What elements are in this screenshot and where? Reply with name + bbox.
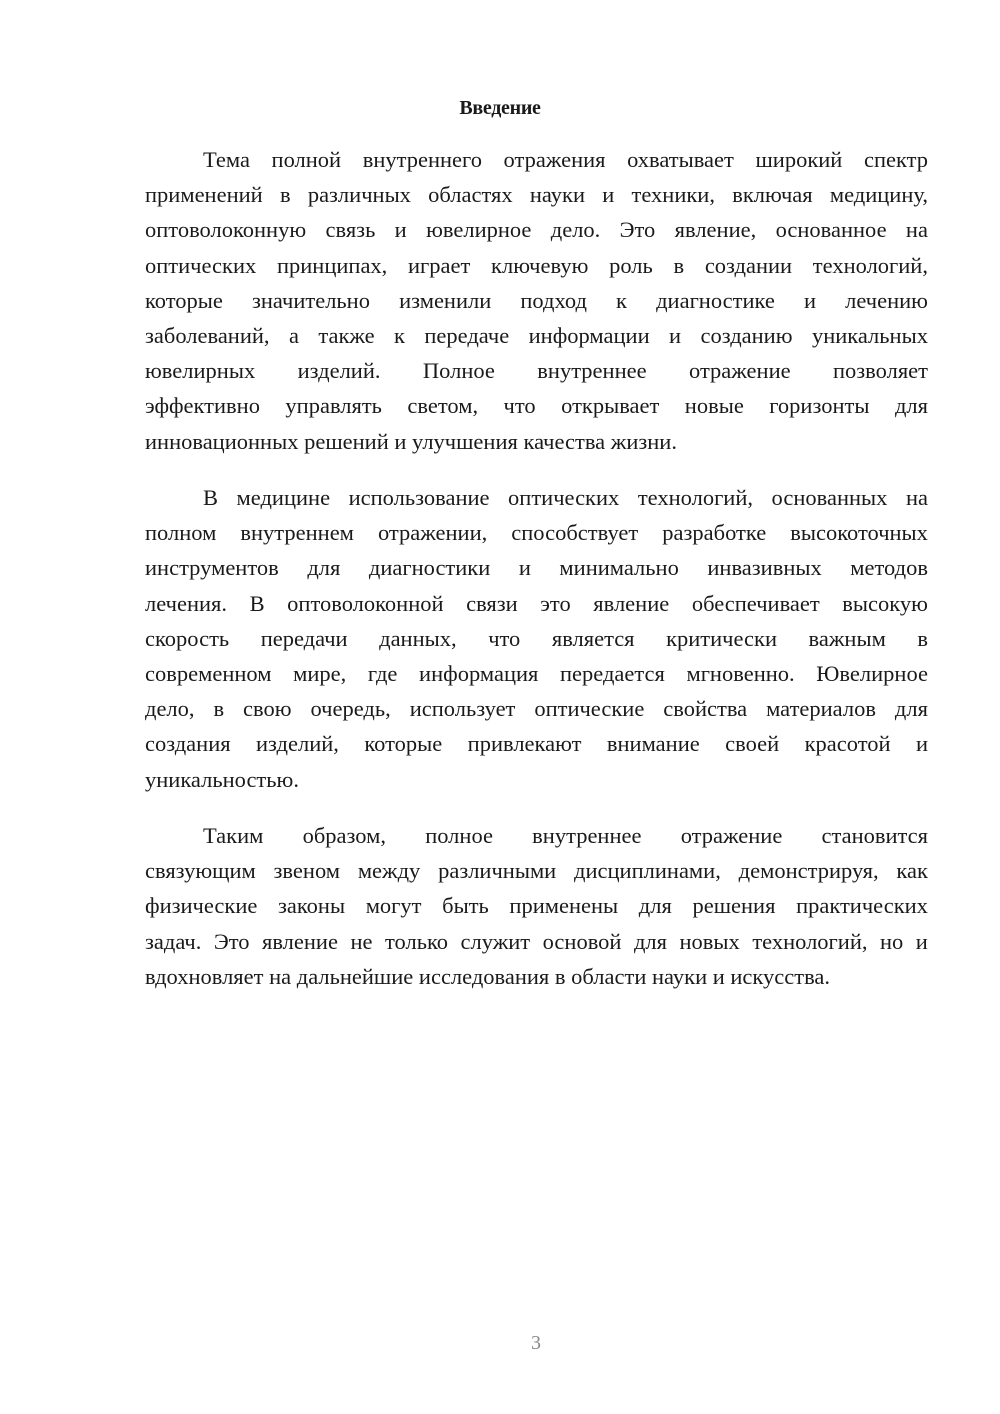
section-heading-text: Введение <box>459 97 541 119</box>
word: отражение <box>680 823 783 848</box>
word: красотой <box>804 731 891 757</box>
word: заболеваний, <box>145 322 270 348</box>
word: оптических <box>508 485 620 510</box>
word: связь <box>325 217 376 243</box>
word: Ювелирное <box>816 660 928 686</box>
word: применений <box>145 182 263 208</box>
word: материалов <box>766 696 876 722</box>
word: лечению <box>845 287 928 313</box>
word: в <box>917 625 928 651</box>
justified-words <box>145 853 928 888</box>
word: явление <box>593 590 670 616</box>
justified-words <box>145 550 928 585</box>
word: законы <box>277 893 346 919</box>
word: роль <box>609 252 653 278</box>
word: разработке <box>662 520 767 546</box>
word: связующим <box>145 858 256 884</box>
word: которые <box>364 731 443 757</box>
word: высокую <box>842 590 928 616</box>
word: между <box>357 858 421 884</box>
word: является <box>551 625 635 651</box>
justified-words <box>145 726 928 761</box>
text-line <box>145 388 928 423</box>
word: технологий, <box>752 928 868 954</box>
text-line <box>145 726 928 761</box>
word: ключевую <box>491 252 589 278</box>
word: явление, <box>674 217 757 243</box>
text-line <box>145 318 928 353</box>
word: что <box>488 625 521 651</box>
section-heading <box>70 97 1000 120</box>
word: техники, <box>631 182 715 208</box>
word: внутреннем <box>240 520 354 546</box>
word: внутреннее <box>537 358 647 384</box>
word: физические <box>145 893 258 919</box>
word: открывает <box>561 393 660 419</box>
word: новых <box>679 928 740 954</box>
word: на <box>905 485 928 510</box>
word: применены <box>509 893 619 919</box>
word: внимание <box>606 731 700 757</box>
word: технологий, <box>812 252 928 278</box>
word: Таким <box>203 823 264 848</box>
justified-words <box>145 283 928 318</box>
word: дисциплинами, <box>574 858 721 884</box>
text-line <box>145 586 928 621</box>
word: подход <box>520 287 587 313</box>
word: для <box>638 893 672 919</box>
word: изделий, <box>256 731 339 757</box>
word: горизонты <box>769 393 870 419</box>
text-line <box>145 353 928 388</box>
text-line <box>145 248 928 283</box>
justified-words <box>145 656 928 691</box>
word: спектр <box>863 147 928 172</box>
word: и <box>602 182 615 208</box>
word: и <box>669 322 682 348</box>
word: для <box>633 928 668 954</box>
word: медицину, <box>829 182 928 208</box>
word: и <box>915 731 928 757</box>
text-line <box>145 853 928 888</box>
word: служит <box>460 928 531 954</box>
word: отражения <box>503 147 606 172</box>
word: решения <box>692 893 776 919</box>
word: оптоволоконную <box>145 217 307 243</box>
word: что <box>503 393 536 419</box>
word: Это <box>213 928 250 954</box>
word: могут <box>365 893 422 919</box>
word: очередь, <box>310 696 391 722</box>
word: оптических <box>145 252 257 278</box>
justified-words <box>203 818 928 853</box>
word: дело, <box>145 696 195 722</box>
word: диагностике <box>656 287 775 313</box>
word: играет <box>408 252 471 278</box>
paragraph-2 <box>145 480 928 797</box>
word: значительно <box>252 287 370 313</box>
justified-words <box>145 691 928 726</box>
word: отражение <box>689 358 791 384</box>
word: привлекают <box>467 731 582 757</box>
word: В <box>203 485 219 510</box>
word: для <box>894 696 928 722</box>
word: и <box>803 287 817 313</box>
word: своей <box>725 731 780 757</box>
justified-words <box>145 924 928 959</box>
word: различных <box>307 182 411 208</box>
word: науки <box>529 182 585 208</box>
word: информация <box>419 660 539 686</box>
word: высокоточных <box>790 520 928 546</box>
text-line <box>145 924 928 959</box>
word: создании <box>704 252 793 278</box>
word: современном <box>145 660 272 686</box>
word: практических <box>796 893 928 919</box>
word: инвазивных <box>707 555 822 581</box>
word: основанных <box>771 485 888 510</box>
word: обеспечивает <box>691 590 820 616</box>
word: которые <box>145 287 223 313</box>
word: быть <box>442 893 489 919</box>
word: передачи <box>260 625 348 651</box>
word: в <box>673 252 685 278</box>
word: на <box>905 217 928 243</box>
word: к <box>616 287 627 313</box>
text-line <box>145 818 928 853</box>
word: основой <box>542 928 622 954</box>
word: образом, <box>302 823 386 848</box>
paragraph-3 <box>145 818 928 994</box>
word: ювелирное <box>426 217 532 243</box>
word: минимально <box>559 555 679 581</box>
justified-words <box>145 388 928 423</box>
word: и <box>915 928 928 954</box>
word: Полное <box>422 358 495 384</box>
word: оптоволоконной <box>287 590 444 616</box>
word: эффективно <box>145 393 260 419</box>
word: для <box>307 555 341 581</box>
word: внутреннего <box>362 147 482 172</box>
word: данных, <box>379 625 457 651</box>
word: и <box>394 217 407 243</box>
text-line: инновационных решений и улучшения качества жизни. <box>145 428 677 454</box>
word: В <box>249 590 265 616</box>
word: новые <box>684 393 744 419</box>
justified-words <box>145 621 928 656</box>
word: способствует <box>511 520 639 546</box>
justified-words <box>145 318 928 353</box>
word: светом, <box>407 393 479 419</box>
word: это <box>540 590 571 616</box>
justified-words <box>203 142 928 177</box>
word: полной <box>271 147 342 172</box>
word: основанное <box>775 217 887 243</box>
page-number: 3 <box>531 1332 541 1354</box>
justified-words <box>145 586 928 621</box>
word: полное <box>425 823 493 848</box>
text-line <box>145 212 928 247</box>
word: принципах, <box>276 252 388 278</box>
word: различными <box>438 858 557 884</box>
word: важным <box>808 625 886 651</box>
word: включая <box>732 182 813 208</box>
text-line: уникальностью. <box>145 766 299 792</box>
word: где <box>367 660 398 686</box>
word: звеном <box>273 858 341 884</box>
word: информации <box>528 322 650 348</box>
word: свою <box>243 696 292 722</box>
word: охватывает <box>627 147 734 172</box>
word: мире, <box>293 660 347 686</box>
word: для <box>894 393 928 419</box>
word: областях <box>428 182 513 208</box>
word: использование <box>348 485 490 510</box>
word: также <box>318 322 375 348</box>
word: внутреннее <box>532 823 642 848</box>
word: диагностики <box>368 555 491 581</box>
word: полном <box>145 520 217 546</box>
text-line: вдохновляет на дальнейшие исследования в области науки и искусства. <box>145 963 831 989</box>
word: передаче <box>424 322 510 348</box>
word: Это <box>619 217 656 243</box>
word: уникальных <box>811 322 928 348</box>
word: оптические <box>534 696 645 722</box>
text-line <box>145 177 928 212</box>
word: широкий <box>755 147 843 172</box>
word: явление <box>262 928 338 954</box>
text-line <box>145 656 928 691</box>
text-line <box>145 888 928 923</box>
justified-words <box>145 888 928 923</box>
word: а <box>288 322 299 348</box>
word: к <box>394 322 405 348</box>
text-line <box>145 691 928 726</box>
word: медицине <box>236 485 331 510</box>
word: становится <box>821 823 928 848</box>
word: создания <box>145 731 231 757</box>
justified-words <box>145 515 928 550</box>
word: передается <box>560 660 665 686</box>
word: только <box>385 928 449 954</box>
paragraph-1 <box>145 142 928 459</box>
justified-words <box>145 353 928 388</box>
word: методов <box>850 555 928 581</box>
word: отражении, <box>377 520 488 546</box>
word: в <box>213 696 225 722</box>
word: Тема <box>203 147 250 172</box>
word: управлять <box>285 393 382 419</box>
word: свойства <box>663 696 748 722</box>
text-line <box>145 283 928 318</box>
word: задач. <box>145 928 202 954</box>
word: изменили <box>399 287 492 313</box>
word: как <box>896 858 928 884</box>
word: использует <box>409 696 516 722</box>
word: изделий. <box>297 358 381 384</box>
word: но <box>880 928 904 954</box>
word: в <box>279 182 291 208</box>
word: ювелирных <box>145 358 256 384</box>
word: лечения. <box>145 590 228 616</box>
word: критически <box>666 625 777 651</box>
justified-words <box>145 212 928 247</box>
word: мгновенно. <box>686 660 795 686</box>
text-line <box>145 515 928 550</box>
text-line <box>145 480 928 515</box>
word: не <box>350 928 373 954</box>
word: и <box>518 555 531 581</box>
text-line <box>145 142 928 177</box>
word: связи <box>466 590 518 616</box>
text-line <box>145 621 928 656</box>
word: инструментов <box>145 555 279 581</box>
word: технологий, <box>637 485 754 510</box>
text-line <box>145 550 928 585</box>
word: демонстрируя, <box>738 858 879 884</box>
justified-words <box>203 480 928 515</box>
justified-words <box>145 177 928 212</box>
word: дело. <box>550 217 601 243</box>
word: созданию <box>700 322 793 348</box>
justified-words <box>145 248 928 283</box>
word: позволяет <box>833 358 928 384</box>
word: скорость <box>145 625 230 651</box>
